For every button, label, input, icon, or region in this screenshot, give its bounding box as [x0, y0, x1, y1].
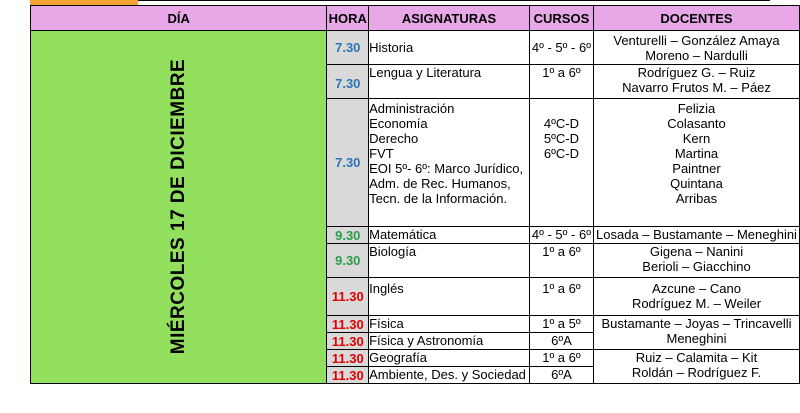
docente-text: Roldán – Rodríguez F.: [631, 365, 762, 380]
docentes-cell: [593, 65, 799, 99]
asignatura-cell: [369, 278, 530, 316]
cursos-cell: [529, 350, 593, 367]
hora-cell: 9.30: [327, 227, 369, 244]
docente-text: Berioli – Giacchino: [642, 259, 751, 274]
asignatura-text: Economía: [369, 116, 428, 131]
cursos-text: 4ºC-D: [543, 116, 579, 131]
asignatura-cell: [369, 333, 530, 350]
hora-cell: 11.30: [327, 316, 369, 333]
docente-text: Rodríguez G. – Ruiz: [637, 65, 756, 80]
asignatura-cell: [369, 99, 530, 227]
docentes-cell: [593, 350, 799, 384]
top-border-line: [138, 0, 770, 1]
cursos-cell: [529, 244, 593, 278]
asignatura-text: Física: [369, 316, 404, 331]
cursos-text: 4º - 5º - 6º: [531, 40, 591, 55]
docente-text: Meneghini: [666, 331, 727, 346]
cursos-text: 5ºC-D: [543, 131, 579, 146]
asignatura-cell: [369, 367, 530, 384]
cursos-text: 4º - 5º - 6º: [531, 227, 591, 242]
docentes-cell: [593, 244, 799, 278]
docente-text: Martina: [674, 146, 719, 161]
docentes-cell: [593, 227, 799, 244]
cursos-text: 1º a 6º: [542, 244, 581, 259]
docentes-cell: [593, 278, 799, 316]
docente-text: Felizia: [677, 101, 716, 116]
asignatura-text: Física y Astronomía: [369, 333, 484, 348]
header-asignaturas: ASIGNATURAS: [369, 6, 530, 31]
docente-text: Ruiz – Calamita – Kit: [635, 350, 758, 365]
hora-cell: 7.30: [327, 99, 369, 227]
cursos-cell: [529, 227, 593, 244]
cursos-cell: [529, 316, 593, 333]
cursos-cell: [529, 65, 593, 99]
hora-cell: 11.30: [327, 278, 369, 316]
docentes-cell: [593, 316, 799, 350]
docente-text: Colasanto: [667, 116, 726, 131]
cursos-cell: [529, 333, 593, 350]
asignatura-text: Adm. de Rec. Humanos,: [369, 176, 511, 191]
table-row: [31, 31, 800, 65]
schedule-table: [30, 5, 800, 384]
asignatura-text: Derecho: [369, 131, 419, 146]
cursos-text: 1º a 6º: [542, 350, 581, 365]
docente-text: Kern: [682, 131, 711, 146]
docente-text: Moreno – Nardulli: [645, 47, 748, 63]
asignatura-text: Tecn. de la Información.: [369, 191, 508, 206]
hora-cell: 11.30: [327, 333, 369, 350]
cursos-cell: [529, 31, 593, 65]
asignatura-text: Geografía: [369, 350, 427, 365]
day-cell: [31, 31, 327, 384]
cursos-text: 1º a 6º: [542, 281, 581, 296]
cursos-text: 1º a 5º: [542, 316, 581, 331]
cursos-text: 6ºA: [551, 367, 572, 382]
asignatura-cell: [369, 31, 530, 65]
header-docentes: DOCENTES: [593, 6, 799, 31]
docente-text: Azcune – Cano: [652, 281, 741, 296]
asignatura-text: Ambiente, Des. y Sociedad: [369, 367, 526, 382]
asignatura-cell: [369, 244, 530, 278]
asignatura-text: Matemática: [369, 227, 437, 242]
cursos-cell: [529, 278, 593, 316]
hora-cell: 7.30: [327, 31, 369, 65]
docentes-cell: [593, 99, 799, 227]
docente-text: Navarro Frutos M. – Páez: [622, 80, 771, 95]
docente-text: Quintana: [670, 176, 723, 191]
cursos-text: [530, 101, 593, 116]
docente-text: Gigena – Nanini: [649, 244, 744, 259]
cursos-text: 6ºA: [551, 333, 572, 348]
asignatura-cell: [369, 65, 530, 99]
asignatura-cell: [369, 350, 530, 367]
header-row: [31, 6, 800, 31]
asignatura-cell: [369, 316, 530, 333]
docente-text: Losada – Bustamante – Meneghini: [596, 227, 797, 242]
cursos-text: 6ºC-D: [543, 146, 579, 161]
asignatura-text: Administración: [369, 101, 455, 116]
docente-text: Bustamante – Joyas – Trincavelli: [601, 316, 792, 331]
asignatura-cell: [369, 227, 530, 244]
hora-cell: 11.30: [327, 350, 369, 367]
header-hora: HORA: [327, 6, 369, 31]
asignatura-text: Lengua y Literatura: [369, 65, 482, 80]
docente-text: Rodríguez M. – Weiler: [631, 296, 762, 311]
header-dia: DÍA: [31, 6, 327, 31]
docente-text: Arribas: [675, 191, 718, 206]
cursos-text: 1º a 6º: [542, 65, 581, 80]
day-label: MIÉRCOLES 17 DE DICIEMBRE: [168, 58, 190, 355]
asignatura-text: EOI 5º- 6º: Marco Jurídico,: [369, 161, 524, 176]
hora-cell: 9.30: [327, 244, 369, 278]
docentes-cell: [593, 31, 799, 65]
asignatura-text: FVT: [369, 146, 394, 161]
hora-cell: 11.30: [327, 367, 369, 384]
asignatura-text: Historia: [369, 40, 414, 55]
header-cursos: CURSOS: [529, 6, 593, 31]
docente-text: Venturelli – González Amaya: [613, 32, 780, 48]
asignatura-text: Biología: [369, 244, 417, 259]
cursos-cell: [529, 99, 593, 227]
hora-cell: 7.30: [327, 65, 369, 99]
asignatura-text: Inglés: [369, 281, 404, 296]
cursos-cell: [529, 367, 593, 384]
docente-text: Paintner: [672, 161, 721, 176]
